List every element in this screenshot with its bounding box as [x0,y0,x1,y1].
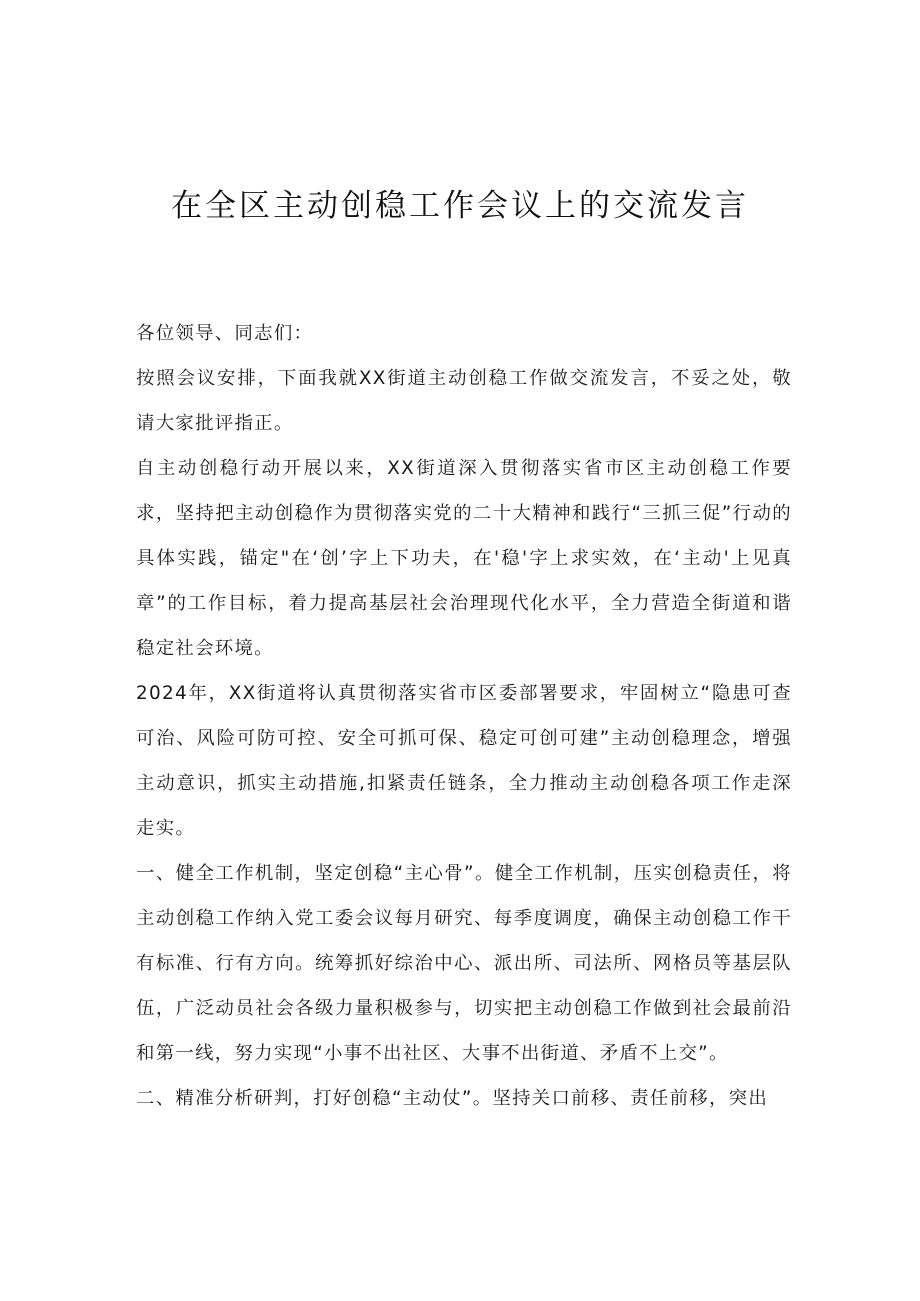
paragraph-section-2: 二、精准分析研判，打好创稳“主动仗”。坚持关口前移、责任前移，突出 [136,1088,769,1109]
salutation: 各位领导、同志们： [136,323,314,344]
paragraph-section-1: 一、健全工作机制，坚定创稳“主心骨”。健全工作机制，压实创稳责任，将主动创稳工作纳入党工委会议每月研究、每季度调度，确保主动创稳工作干有标准、行有方向。统筹抓好综治中心、派出所、司法所、网格员等基层队伍，广泛动员社会各级力量积极参与，切实把主动创稳工作做到社会最前沿和第一线，努力实现“小事不出社区、大事不出街道、矛盾不上交”。 [136,863,792,1064]
paragraph-intro: 按照会议安排，下面我就XX街道主动创稳工作做交流发言，不妥之处，敬请大家批评指正。 [136,368,792,434]
document-title: 在全区主动创稳工作会议上的交流发言 [171,188,749,224]
document-body [136,311,792,1121]
paragraph-plan-2024: 2024年，XX街道将认真贯彻落实省市区委部署要求，牢固树立“隐患可查可治、风险可防可控、安全可抓可保、稳定可创可建”主动创稳理念，增强主动意识，抓实主动措施,扣紧责任链条，全力推动主动创稳各项工作走深走实。 [136,683,792,839]
paragraph-background: 自主动创稳行动开展以来，XX街道深入贯彻落实省市区主动创稳工作要求，坚持把主动创稳作为贯彻落实党的二十大精神和践行“三抓三促”行动的具体实践，锚定"在‘创’字上下功夫，在'稳'字上求实效，在‘主动'上见真章”的工作目标，着力提高基层社会治理现代化水平，全力营造全街道和谐稳定社会环境。 [136,458,792,659]
